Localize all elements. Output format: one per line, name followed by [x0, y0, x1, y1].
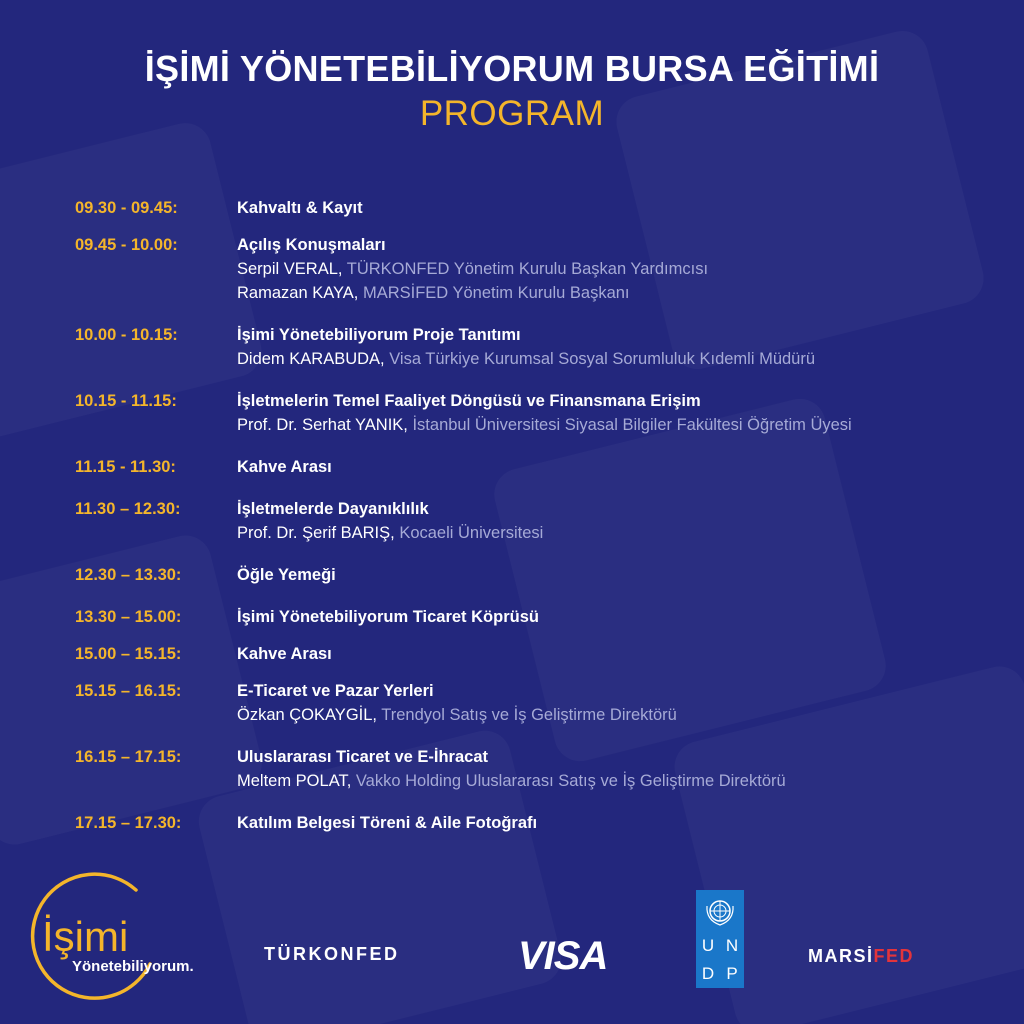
- program-time: 09.45 - 10.00:: [75, 236, 178, 254]
- un-emblem-icon: [702, 896, 738, 928]
- program-time: 10.00 - 10.15:: [75, 326, 178, 344]
- session-title: İşimi Yönetebiliyorum Ticaret Köprüsü: [237, 608, 539, 626]
- speaker-line: [237, 769, 975, 793]
- program-time: 12.30 – 13.30:: [75, 566, 182, 584]
- speaker-role: MARSİFED Yönetim Kurulu Başkanı: [362, 284, 630, 302]
- program-content: [237, 563, 975, 587]
- isimi-logo-word: İşimi: [42, 913, 129, 960]
- session-title: Uluslararası Ticaret ve E-İhracat: [237, 748, 488, 766]
- speaker-name: Ramazan KAYA,: [237, 284, 359, 302]
- program-row: [75, 642, 975, 666]
- program-time: 13.30 – 15.00:: [75, 608, 182, 626]
- program-schedule: [75, 196, 975, 835]
- isimi-logo: [24, 868, 194, 1008]
- visa-logo: VISA: [518, 934, 608, 978]
- program-row: [75, 679, 975, 727]
- program-content: [237, 196, 975, 220]
- speaker-line: [237, 281, 975, 305]
- program-content: [237, 811, 975, 835]
- speaker-name: Özkan ÇOKAYGİL,: [237, 706, 377, 724]
- speaker-line: [237, 521, 975, 545]
- program-row: [75, 389, 975, 437]
- speaker-role: İstanbul Üniversitesi Siyasal Bilgiler Fakültesi Öğretim Üyesi: [412, 416, 852, 434]
- program-time: 11.30 – 12.30:: [75, 500, 181, 518]
- speaker-line: [237, 703, 975, 727]
- program-row: [75, 745, 975, 793]
- sponsor-logos: [0, 860, 1024, 1010]
- marsifed-logo-part2: FED: [873, 946, 914, 966]
- program-content: [237, 455, 975, 479]
- program-row: [75, 497, 975, 545]
- program-content: [237, 679, 975, 727]
- program-content: [237, 642, 975, 666]
- program-time: 11.15 - 11.30:: [75, 458, 176, 476]
- speaker-role: Visa Türkiye Kurumsal Sosyal Sorumluluk Kıdemli Müdürü: [389, 350, 816, 368]
- session-title: Kahvaltı & Kayıt: [237, 199, 363, 217]
- speaker-role: Kocaeli Üniversitesi: [399, 524, 544, 542]
- program-content: [237, 497, 975, 545]
- program-time: 09.30 - 09.45:: [75, 199, 178, 217]
- program-row: [75, 811, 975, 835]
- session-title: Katılım Belgesi Töreni & Aile Fotoğrafı: [237, 814, 538, 832]
- program-content: [237, 389, 975, 437]
- session-title: İşimi Yönetebiliyorum Proje Tanıtımı: [237, 326, 521, 344]
- session-title: İşletmelerin Temel Faaliyet Döngüsü ve Finansmana Erişim: [237, 392, 701, 410]
- speaker-name: Prof. Dr. Şerif BARIŞ,: [237, 524, 395, 542]
- undp-letter: N: [725, 936, 739, 955]
- program-row: [75, 605, 975, 629]
- speaker-name: Prof. Dr. Serhat YANIK,: [237, 416, 408, 434]
- session-title: Öğle Yemeği: [237, 566, 336, 584]
- program-content: [237, 745, 975, 793]
- program-content: [237, 233, 975, 305]
- session-title: Kahve Arası: [237, 645, 332, 663]
- session-title: E-Ticaret ve Pazar Yerleri: [237, 682, 434, 700]
- speaker-name: Meltem POLAT,: [237, 772, 352, 790]
- session-title: Kahve Arası: [237, 458, 332, 476]
- program-time: 17.15 – 17.30:: [75, 814, 182, 832]
- isimi-logo-tagline: Yönetebiliyorum.: [72, 958, 194, 975]
- page-title: İŞİMİ YÖNETEBİLİYORUM BURSA EĞİTİMİ: [144, 48, 880, 89]
- program-time: 16.15 – 17.15:: [75, 748, 182, 766]
- program-row: [75, 323, 975, 371]
- program-row: [75, 563, 975, 587]
- program-time: 10.15 - 11.15:: [75, 392, 177, 410]
- undp-letter: P: [726, 964, 738, 983]
- session-title: Açılış Konuşmaları: [237, 236, 386, 254]
- program-content: [237, 605, 975, 629]
- turkonfed-logo: TÜRKONFED: [264, 944, 400, 964]
- program-time: 15.00 – 15.15:: [75, 645, 182, 663]
- speaker-line: [237, 257, 975, 281]
- speaker-role: TÜRKONFED Yönetim Kurulu Başkan Yardımcısı: [346, 260, 709, 278]
- program-time: 15.15 – 16.15:: [75, 682, 182, 700]
- speaker-role: Vakko Holding Uluslararası Satış ve İş Geliştirme Direktörü: [355, 772, 786, 790]
- program-content: [237, 323, 975, 371]
- marsifed-logo-part1: MARSİ: [808, 946, 874, 966]
- program-row: [75, 455, 975, 479]
- speaker-name: Didem KARABUDA,: [237, 350, 385, 368]
- marsifed-logo: [808, 946, 914, 967]
- speaker-line: [237, 413, 975, 437]
- speaker-line: [237, 347, 975, 371]
- program-row: [75, 196, 975, 220]
- page-subtitle: PROGRAM: [419, 94, 605, 133]
- undp-letter: D: [701, 964, 715, 983]
- session-title: İşletmelerde Dayanıklılık: [237, 500, 429, 518]
- program-row: [75, 233, 975, 305]
- undp-logo: [696, 890, 744, 988]
- speaker-name: Serpil VERAL,: [237, 260, 343, 278]
- speaker-role: Trendyol Satış ve İş Geliştirme Direktörü: [381, 706, 677, 724]
- undp-letter: U: [701, 936, 715, 955]
